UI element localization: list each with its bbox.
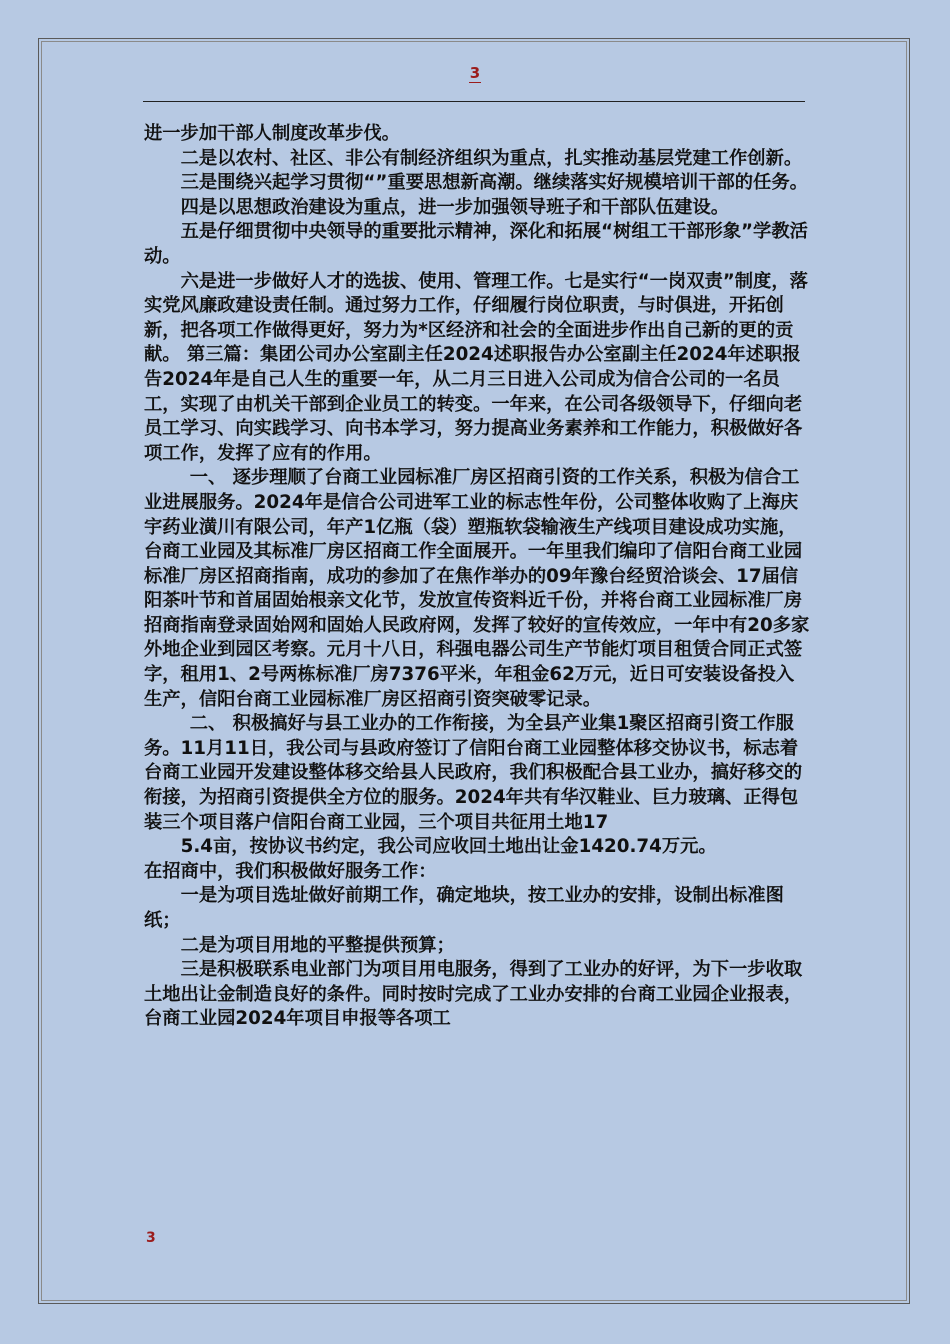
paragraph: 四是以思想政治建设为重点，进一步加强领导班子和干部队伍建设。 — [180, 196, 730, 218]
header-rule — [143, 101, 805, 102]
paragraph: 三是积极联系电业部门为项目用电服务，得到了工业办的好评，为下一步收取土地出让金制造良好的条件。同时按时完成了工业办安排的台商工业园企业报表，台商工业园2024年项目申报等各项工 — [144, 959, 803, 1030]
header-page-number: 3 — [469, 64, 481, 82]
document-body — [144, 122, 812, 1032]
paragraph: 二、 积极搞好与县工业办的工作衔接，为全县产业集1聚区招商引资工作服务。11月11日，我公司与县政府签订了信阳台商工业园整体移交协议书，标志着台商工业园开发建设整体移交给县人民政府，我们积极配合县工业办，搞好移交的衔接，为招商引资提供全方位的服务。2024年共有华汉鞋业、巨力玻璃、正得包装三个项目落户信阳台商工业园，三个项目共征用土地17 — [144, 713, 803, 833]
paragraph: 一、 逐步理顺了台商工业园标准厂房区招商引资的工作关系，积极为信合工业进展服务。2024年是信合公司进军工业的标志性年份，公司整体收购了上海庆宇药业潢川有限公司，年产1亿瓶（袋）塑瓶软袋输液生产线项目建设成功实施，台商工业园及其标准厂房区招商工作全面展开。一年里我们编印了信阳台商工业园标准厂房区招商指南，成功的参加了在焦作举办的09年豫台经贸洽谈会、17届信阳茶叶节和首届固始根亲文化节，发放宣传资料近千份，并将台商工业园标准厂房招商指南登录固始网和固始人民政府网，发挥了较好的宣传效应，一年中有20多家外地企业到园区考察。元月十八日，科强电器公司生产节能灯项目租赁合同正式签字，租用1、2号两栋标准厂房7376平米，年租金62万元，近日可安装设备投入生产，信阳台商工业园标准厂房区招商引资突破零记录。 — [144, 467, 810, 710]
paragraph: 二是为项目用地的平整提供预算； — [180, 934, 455, 956]
paragraph: 六是进一步做好人才的选拔、使用、管理工作。七是实行“一岗双责”制度，落实党风廉政建设责任制。通过努力工作，仔细履行岗位职责，与时俱进，开拓创新，把各项工作做得更好，努力为*区经济和社会的全面进步作出自己新的更的贡献。 第三篇：集团公司办公室副主任2024述职报告办公室副主任2024年述职报告2024年是自己人生的重要一年，从二月三日进入公司成为信合公司的一名员工，实现了由机关干部到企业员工的转变。一年来，在公司各级领导下，仔细向老员工学习、向实践学习、向书本学习，努力提高业务素养和工作能力，积极做好各项工作，发挥了应有的作用。 — [144, 270, 808, 464]
paragraph: 在招商中，我们积极做好服务工作： — [144, 860, 437, 882]
paragraph: 三是围绕兴起学习贯彻“”重要思想新高潮。继续落实好规模培训干部的任务。 — [180, 172, 808, 194]
paragraph: 5.4亩，按协议书约定，我公司应收回土地出让金1420.74万元。 — [180, 836, 717, 858]
paragraph: 一是为项目选址做好前期工作，确定地块，按工业办的安排，设制出标准图纸； — [144, 885, 784, 931]
footer-page-number: 3 — [146, 1230, 156, 1246]
paragraph: 进一步加干部人制度改革步伐。 — [144, 123, 400, 144]
paragraph: 二是以农村、社区、非公有制经济组织为重点，扎实推动基层党建工作创新。 — [180, 147, 803, 169]
paragraph: 五是仔细贯彻中央领导的重要批示精神，深化和拓展“树组工干部形象”学教活动。 — [144, 221, 808, 267]
